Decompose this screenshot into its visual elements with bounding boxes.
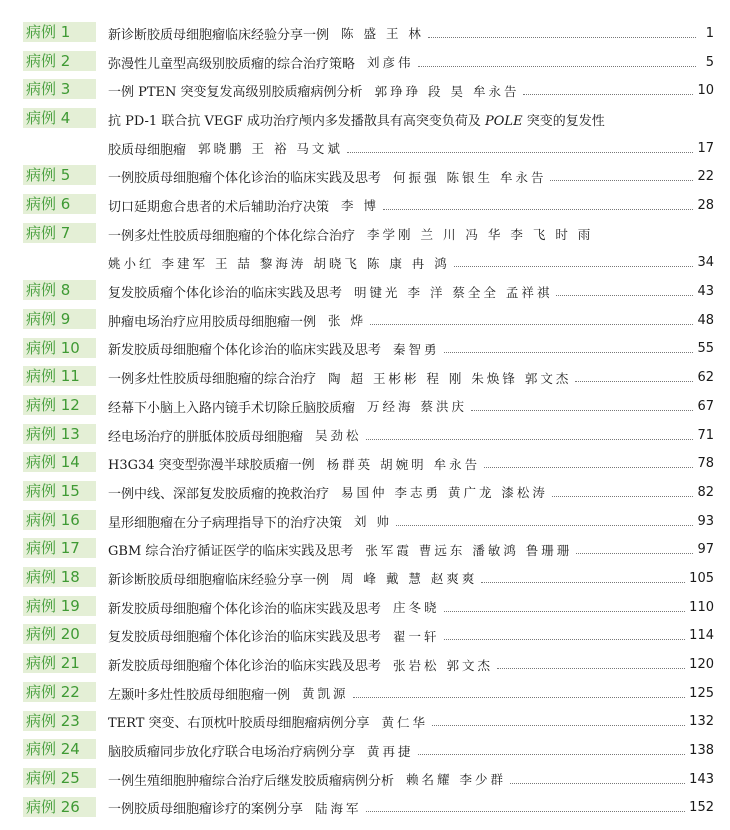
dot-leader (550, 180, 693, 181)
dot-leader (576, 553, 693, 554)
dot-leader (556, 295, 693, 296)
entry-authors-continued: 姚小红 李建军 王 喆 黎海涛 胡晓飞 陈 康 冉 鸿 (108, 255, 450, 271)
entry-title: 新诊断胶质母细胞瘤临床经验分享一例 (108, 27, 330, 43)
page-number: 62 (697, 370, 714, 386)
case-badge: 病例 12 (23, 395, 96, 415)
entry-title: 一例多灶性胶质母细胞瘤的个体化综合治疗 (108, 228, 356, 244)
entry-title: 左颞叶多灶性胶质母细胞瘤一例 (108, 687, 291, 703)
entry-title: 复发胶质瘤个体化诊治的临床实践及思考 (108, 286, 343, 302)
case-badge: 病例 11 (23, 366, 96, 386)
case-badge: 病例 19 (23, 596, 96, 616)
page-number: 28 (697, 197, 714, 213)
toc-entry[interactable] (0, 736, 730, 765)
entry-title: 弥漫性儿童型高级别胶质瘤的综合治疗策略 (108, 56, 356, 72)
entry-title: 经电场治疗的胼胝体胶质母细胞瘤 (108, 429, 304, 445)
toc-entry[interactable] (0, 679, 730, 708)
case-badge: 病例 21 (23, 653, 96, 673)
toc-entry[interactable] (0, 507, 730, 536)
entry-title: H3G34 突变型弥漫半球胶质瘤一例 (108, 458, 315, 474)
dot-leader (497, 668, 685, 669)
entry-title: 经幕下小脑上入路内镜手术切除丘脑胶质瘤 (108, 400, 356, 416)
page-number: 110 (689, 599, 714, 615)
toc-entry[interactable] (0, 76, 730, 105)
entry-title: 一例胶质母细胞瘤个体化诊治的临床实践及思考 (108, 171, 382, 187)
toc-entry[interactable] (0, 335, 730, 364)
case-badge: 病例 17 (23, 538, 96, 558)
page-number: 34 (697, 255, 714, 271)
entry-title: 星形细胞瘤在分子病理指导下的治疗决策 (108, 515, 343, 531)
dot-leader (575, 381, 693, 382)
entry-authors: 明键光 李 洋 蔡全全 孟祥祺 (354, 284, 553, 300)
entry-authors: 秦智勇 (393, 341, 440, 357)
entry-authors: 易国仲 李志勇 黄广龙 漆松涛 (341, 485, 548, 501)
entry-title-part: 突变的复发性 (522, 113, 605, 129)
case-badge: 病例 9 (23, 309, 96, 329)
entry-title (108, 110, 605, 129)
page-number: 152 (689, 800, 714, 816)
page-number: 17 (697, 140, 714, 156)
page-number: 22 (697, 169, 714, 185)
case-badge: 病例 23 (23, 711, 96, 731)
toc-entry[interactable] (0, 650, 730, 679)
entry-title: 肿瘤电场治疗应用胶质母细胞瘤一例 (108, 314, 317, 330)
dot-leader (444, 639, 686, 640)
entry-authors: 张军霞 曹远东 潘敏鸿 鲁珊珊 (365, 542, 573, 558)
entry-authors: 赖名耀 李少群 (406, 772, 506, 788)
entry-authors: 陆海军 (315, 800, 362, 816)
entry-authors: 刘 帅 (354, 514, 392, 530)
dot-leader (523, 94, 693, 95)
toc-entry[interactable] (0, 277, 730, 306)
dot-leader (444, 352, 694, 353)
toc-entry[interactable] (0, 162, 730, 191)
page-number: 143 (689, 771, 714, 787)
entry-title: 新发胶质母细胞瘤个体化诊治的临床实践及思考 (108, 659, 382, 674)
case-badge: 病例 6 (23, 194, 96, 214)
toc-entry[interactable] (0, 392, 730, 421)
case-badge: 病例 5 (23, 165, 96, 185)
entry-authors: 周 峰 戴 慧 赵爽爽 (341, 571, 478, 587)
toc-entry[interactable] (0, 421, 730, 450)
dot-leader (383, 209, 693, 210)
entry-authors: 翟一轩 (393, 628, 440, 644)
page-number: 114 (689, 628, 714, 644)
dot-leader (347, 152, 694, 153)
entry-authors: 陈 盛 王 林 (341, 26, 424, 42)
case-badge: 病例 4 (23, 108, 96, 128)
entry-authors: 吴劲松 (315, 428, 362, 443)
toc-entry[interactable] (0, 220, 730, 277)
toc-entry[interactable] (0, 708, 730, 737)
dot-leader (444, 611, 686, 612)
dot-leader (366, 811, 686, 812)
entry-authors: 庄冬晓 (393, 600, 440, 616)
case-badge: 病例 18 (23, 567, 96, 587)
dot-leader (418, 66, 696, 67)
toc-entry[interactable] (0, 535, 730, 564)
case-badge: 病例 8 (23, 280, 96, 300)
case-badge: 病例 2 (23, 51, 96, 71)
entry-title: 新发胶质母细胞瘤个体化诊治的临床实践及思考 (108, 343, 382, 359)
toc-entry[interactable] (0, 306, 730, 335)
toc-entry[interactable] (0, 449, 730, 478)
toc-entry[interactable] (0, 105, 730, 162)
toc-entry[interactable] (0, 48, 730, 77)
entry-authors: 万经海 蔡洪庆 (367, 399, 467, 415)
page-number: 120 (689, 657, 714, 672)
page-number: 105 (689, 570, 714, 586)
dot-leader (428, 37, 696, 38)
toc-entry[interactable] (0, 191, 730, 220)
case-badge: 病例 1 (23, 22, 96, 42)
toc-entry[interactable] (0, 765, 730, 794)
entry-authors: 杨群英 胡婉明 牟永告 (326, 456, 481, 472)
entry-authors: 刘彦伟 (367, 55, 414, 71)
case-badge: 病例 13 (23, 424, 96, 444)
page-number: 1 (705, 25, 714, 41)
page-number: 132 (689, 714, 714, 730)
entry-authors: 李学刚 兰 川 冯 华 李 飞 时 雨 (367, 227, 594, 243)
page-number: 5 (705, 54, 714, 70)
page-number: 55 (697, 341, 714, 357)
toc-entry[interactable] (0, 794, 730, 823)
page-number: 43 (697, 284, 714, 300)
page-number: 82 (697, 484, 714, 500)
entry-authors: 何振强 陈银生 牟永告 (393, 169, 547, 185)
entry-title: TERT 突变、右顶枕叶胶质母细胞瘤病例分享 (108, 716, 370, 732)
dot-leader (481, 582, 685, 583)
entry-title-part: 抗 PD-1 联合抗 VEGF 成功治疗颅内多发播散具有高突变负荷及 (108, 113, 486, 129)
toc-entry[interactable] (0, 593, 730, 622)
case-badge: 病例 26 (23, 797, 96, 817)
case-badge: 病例 15 (23, 481, 96, 501)
toc-entry[interactable] (0, 621, 730, 650)
case-badge: 病例 3 (23, 79, 96, 99)
entry-authors: 黄再捷 (367, 743, 414, 759)
page-number: 138 (689, 743, 714, 759)
page-number: 97 (697, 542, 714, 558)
toc-entry[interactable] (0, 564, 730, 593)
page-number: 48 (697, 312, 714, 328)
dot-leader (353, 697, 686, 698)
dot-leader (484, 467, 693, 468)
entry-title: 一例 PTEN 突变复发高级别胶质瘤病例分析 (108, 85, 363, 101)
dot-leader (552, 496, 694, 497)
toc-entry[interactable] (0, 478, 730, 507)
page-number: 10 (697, 83, 714, 99)
page-number: 71 (697, 427, 714, 443)
entry-authors: 黄仁华 (381, 714, 429, 730)
entry-title: 新诊断胶质母细胞瘤临床经验分享一例 (108, 572, 330, 588)
dot-leader (370, 324, 693, 325)
dot-leader (432, 725, 685, 726)
dot-leader (418, 754, 686, 755)
toc-entry[interactable] (0, 363, 730, 392)
entry-authors: 陶 超 王彬彬 程 刚 朱焕锋 郭文杰 (328, 370, 572, 386)
entry-title: 一例胶质母细胞瘤诊疗的案例分享 (108, 802, 304, 818)
page-number: 78 (697, 456, 714, 472)
entry-title: GBM 综合治疗循证医学的临床实践及思考 (108, 544, 354, 560)
entry-authors: 郭琤琤 段 昊 牟永告 (374, 83, 520, 99)
case-badge: 病例 22 (23, 682, 96, 702)
entry-title: 复发胶质母细胞瘤个体化诊治的临床实践及思考 (108, 630, 382, 646)
entry-authors: 黄凯源 (302, 686, 349, 702)
entry-title: 一例生殖细胞肿瘤综合治疗后继发胶质瘤病例分析 (108, 773, 395, 789)
dot-leader (471, 410, 693, 411)
dot-leader (454, 266, 694, 267)
dot-leader (366, 439, 694, 440)
dot-leader (396, 525, 693, 526)
table-of-contents (0, 19, 730, 822)
case-badge: 病例 20 (23, 624, 96, 644)
toc-entry[interactable] (0, 19, 730, 48)
gene-name-italic: POLE (485, 113, 523, 129)
case-badge: 病例 7 (23, 223, 96, 243)
entry-title: 切口延期愈合患者的术后辅助治疗决策 (108, 199, 330, 215)
case-badge: 病例 16 (23, 510, 96, 530)
entry-authors: 张 烨 (328, 313, 366, 329)
entry-title: 脑胶质瘤同步放化疗联合电场治疗病例分享 (108, 745, 356, 761)
case-badge: 病例 10 (23, 338, 96, 358)
entry-title: 一例中线、深部复发胶质瘤的挽救治疗 (108, 486, 330, 502)
entry-authors: 郭晓鹏 王 裕 马文斌 (198, 141, 343, 157)
entry-title-continued: 胶质母细胞瘤 (108, 142, 187, 158)
page-number: 125 (689, 685, 714, 701)
entry-authors: 李 博 (341, 198, 379, 214)
entry-authors: 张岩松 郭文杰 (393, 657, 493, 673)
page-number: 93 (697, 513, 714, 529)
case-badge: 病例 24 (23, 739, 96, 759)
case-badge: 病例 25 (23, 768, 96, 788)
case-badge: 病例 14 (23, 452, 96, 472)
entry-title: 一例多灶性胶质母细胞瘤的综合治疗 (108, 372, 317, 388)
entry-title: 新发胶质母细胞瘤个体化诊治的临床实践及思考 (108, 601, 382, 617)
dot-leader (510, 783, 685, 784)
page-number: 67 (697, 398, 714, 414)
